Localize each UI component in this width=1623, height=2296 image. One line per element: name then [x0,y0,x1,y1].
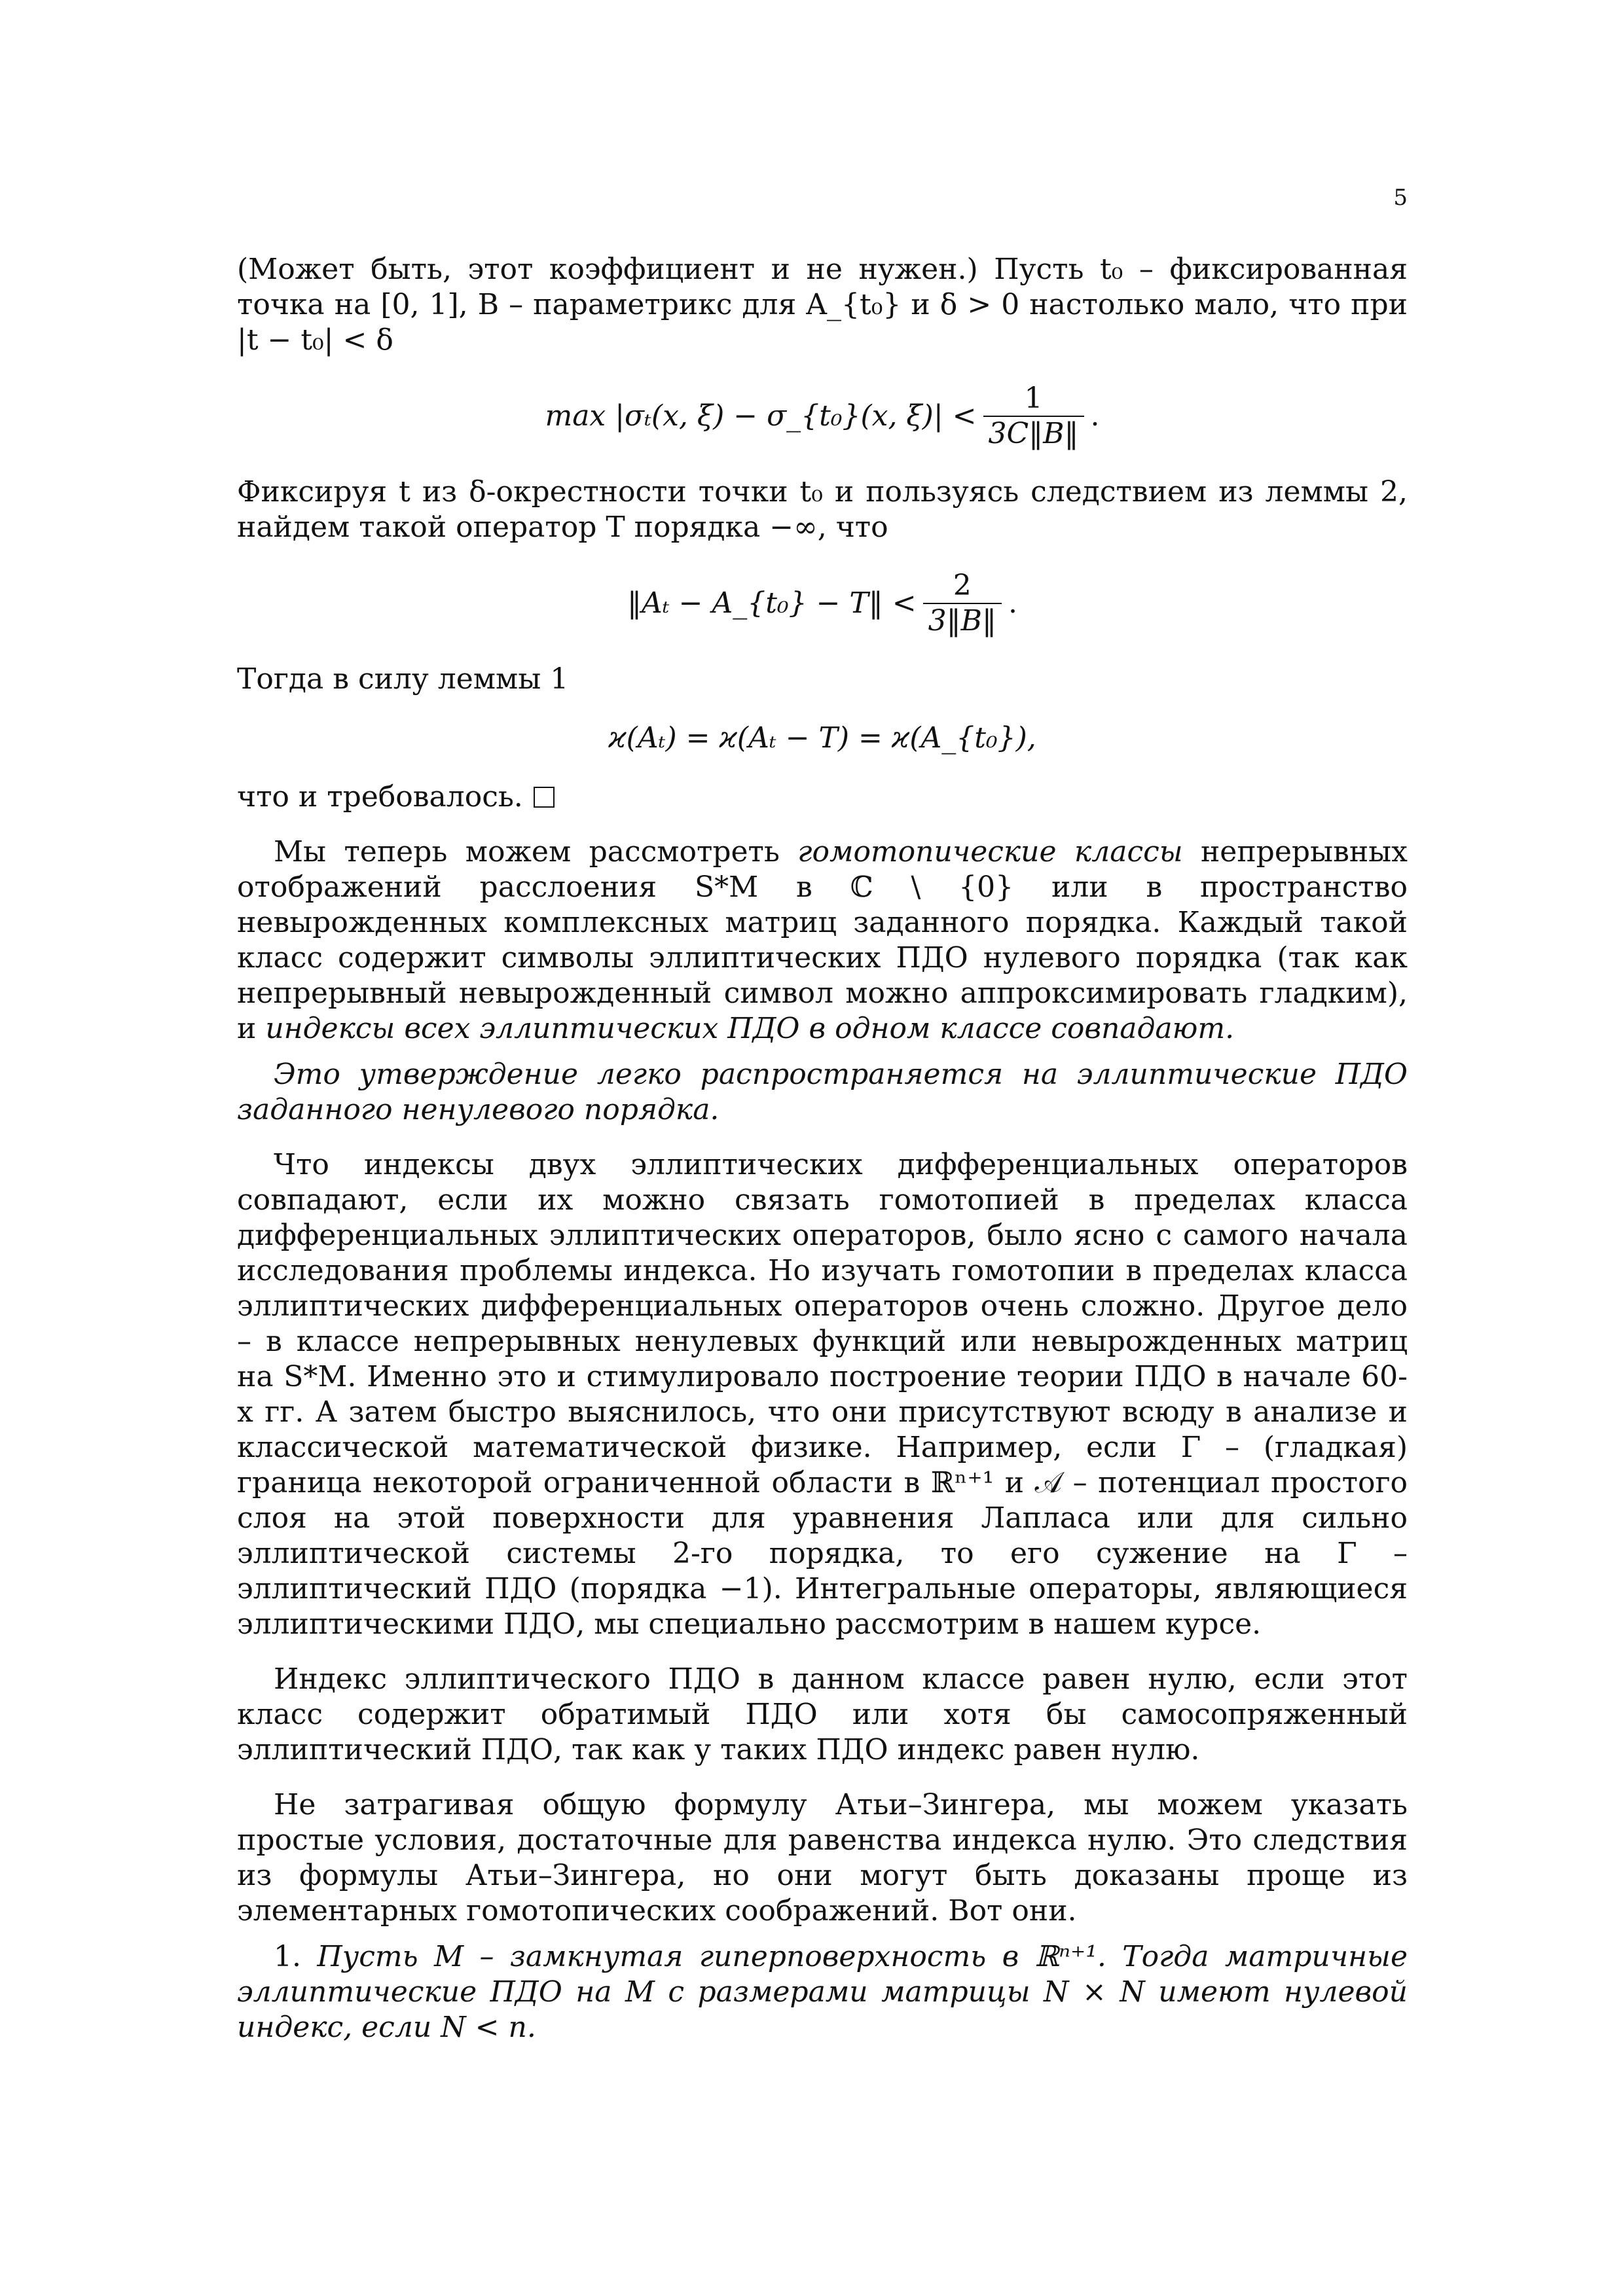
equation-2-tail: . [1008,586,1017,620]
paragraph-5 [237,834,1408,1047]
equation-1-tail: . [1090,399,1100,433]
paragraph-8: Индекс эллиптического ПДО в данном классе равен нулю, если этот класс содержит обратимый ПДО или хотя бы самосопряженный эллиптический ПДО, так как у таких ПДО индекс равен нулю. [237,1662,1408,1767]
paragraph-2: Фиксируя t из δ-окрестности точки t₀ и пользуясь следствием из леммы 2, найдем такой оператор T порядка −∞, что [237,475,1408,544]
paragraph-7: Что индексы двух эллиптических дифференциальных операторов совпадают, если их можно связать гомотопией в пределах класса дифференциальных эллиптических операторов, было ясно с самого начала исследования проблемы индекса. Но изучать гомотопии в пределах класса эллиптических дифференциальных операторов очень сложно. Другое дело – в классе непрерывных ненулевых функций или невырожденных матриц на S*M. Именно это и стимулировало построение теории ПДО в начале 60-х гг. А затем быстро выяснилось, что они присутствуют всюду в анализе и классической математической физике. Например, если Γ – (гладкая) граница некоторой ограниченной области в ℝⁿ⁺¹ и 𝒜 – потенциал простого слоя на этой поверхности для уравнения Лапласа или для сильно эллиптической системы 2-го порядка, то его сужение на Γ – эллиптический ПДО (порядка −1). Интегральные операторы, являющиеся эллиптическими ПДО, мы специально рассмотрим в нашем курсе. [237,1148,1408,1641]
paragraph-10 [237,1939,1408,2045]
equation-1-fraction [983,382,1084,451]
equation-3-text: ϰ(Aₜ) = ϰ(Aₜ − T) = ϰ(A_{t₀}), [608,721,1036,755]
item-number: 1. [274,1940,301,1973]
equation-1-lhs: max |σₜ(x, ξ) − σ_{t₀}(x, ξ)| < [545,399,977,433]
page-body [237,252,1408,2045]
item-text: Пусть M – замкнутая гиперповерхность в ℝⁿ⁺¹. Тогда матричные эллиптические ПДО на M с размерами матрицы N × N имеют нулевой индекс, если N < n. [237,1940,1408,2044]
equation-1 [237,382,1408,451]
paragraph-5-emphasis-1: гомотопические классы [797,835,1183,869]
paragraph-5-a: Мы теперь можем рассмотреть [274,835,780,869]
equation-1-numerator: 1 [1024,382,1043,415]
page-number: 5 [1393,185,1408,211]
paragraph-6: Это утверждение легко распространяется на эллиптические ПДО заданного ненулевого порядка. [237,1058,1408,1126]
paragraph-4 [237,780,1408,815]
equation-2-denominator: 3‖B‖ [923,603,1002,638]
equation-2-numerator: 2 [953,569,972,602]
paragraph-5-emphasis-2: индексы всех эллиптических ПДО в одном классе совпадают. [265,1012,1235,1045]
paragraph-3: Тогда в силу леммы 1 [237,662,569,696]
equation-3 [237,721,1408,756]
equation-1-denominator: 3C‖B‖ [983,416,1084,451]
equation-2-fraction [923,569,1002,638]
paragraph-5-c: непрерывных отображений расслоения S*M в ℂ \ {0} или в пространство невырожденных комплексных матриц заданного порядка. Каждый такой класс содержит символы эллиптических ПДО нулевого порядка (так как непрерывный невырожденный символ можно аппроксимировать гладким), и [237,835,1408,1045]
equation-2 [237,569,1408,638]
paragraph-4-text: что и требовалось. [237,780,523,814]
paragraph-1: (Может быть, этот коэффициент и не нужен.) Пусть t₀ – фиксированная точка на [0, 1], B – параметрикс для A_{t₀} и δ > 0 настолько мало, что при |t − t₀| < δ [237,253,1408,357]
qed-square-icon [534,787,555,808]
paragraph-9: Не затрагивая общую формулу Атьи–Зингера, мы можем указать простые условия, достаточные для равенства индекса нулю. Это следствия из формулы Атьи–Зингера, но они могут быть доказаны проще из элементарных гомотопических соображений. Вот они. [237,1788,1408,1928]
equation-2-lhs: ‖Aₜ − A_{t₀} − T‖ < [627,586,917,620]
